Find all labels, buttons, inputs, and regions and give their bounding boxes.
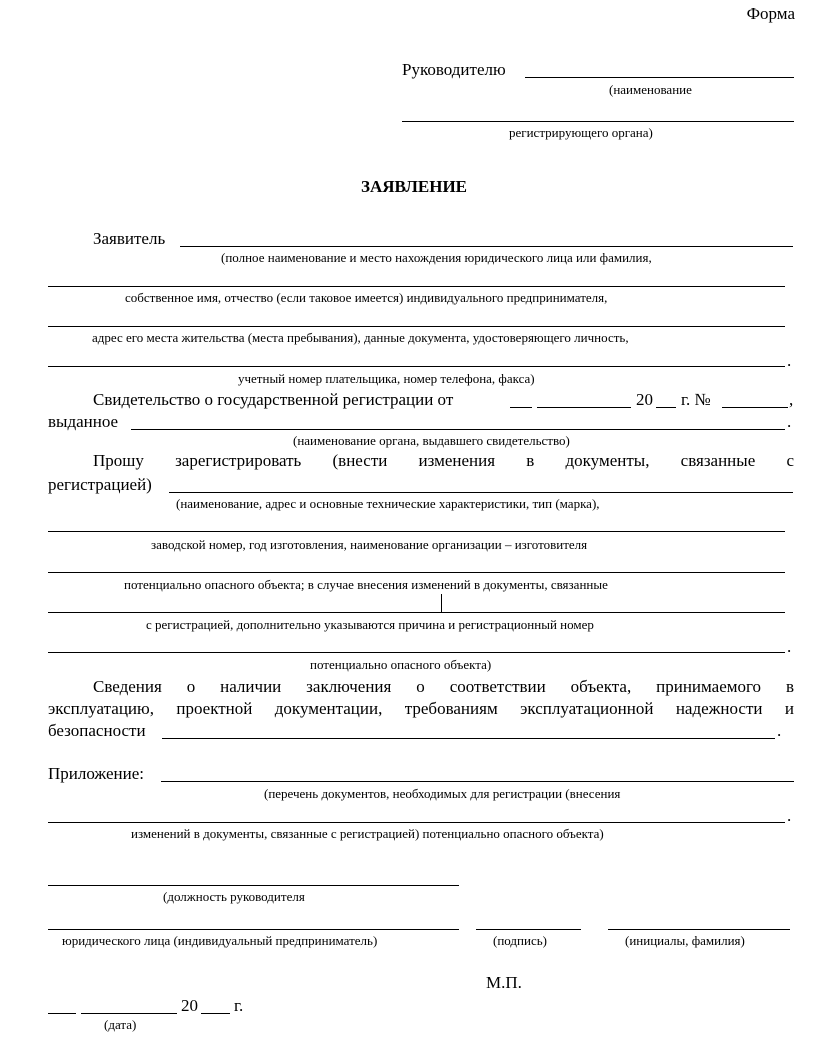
addressee-label: Руководителю <box>402 60 506 79</box>
request-field-3[interactable] <box>48 572 785 573</box>
request-field-4[interactable] <box>48 612 785 613</box>
addressee-note-2: регистрирующего органа) <box>509 125 653 140</box>
issued-note: (наименование органа, выдавшего свидетельство) <box>293 433 570 448</box>
signature-field[interactable] <box>476 929 581 930</box>
date-year-prefix: 20 <box>181 996 198 1015</box>
applicant-label: Заявитель <box>93 229 166 248</box>
issued-by-field[interactable] <box>131 429 785 430</box>
addressee-field[interactable] <box>525 77 794 78</box>
document-title: ЗАЯВЛЕНИЕ <box>361 177 468 196</box>
date-day-field[interactable] <box>48 1013 76 1014</box>
certificate-year-prefix: 20 <box>636 390 653 409</box>
attachment-end-dot: . <box>787 806 792 825</box>
attachment-field-2[interactable] <box>48 822 785 823</box>
request-field-5[interactable] <box>48 652 785 653</box>
applicant-field-2[interactable] <box>48 286 785 287</box>
certificate-year-field[interactable] <box>656 407 676 408</box>
request-note-5: потенциально опасного объекта) <box>310 657 492 672</box>
request-note-3: потенциально опасного объекта; в случае внесения изменений в документы, связанные <box>124 577 608 592</box>
date-month-field[interactable] <box>81 1013 177 1014</box>
certificate-label: Свидетельство о государственной регистрации от <box>93 390 454 409</box>
applicant-field-4[interactable] <box>48 366 785 367</box>
conclusion-field[interactable] <box>162 738 775 739</box>
attachment-field-1[interactable] <box>161 781 794 782</box>
certificate-comma: , <box>789 390 794 409</box>
certificate-month-field[interactable] <box>537 407 631 408</box>
signature-note: (подпись) <box>493 933 547 948</box>
date-note: (дата) <box>104 1017 137 1032</box>
conclusion-line-2: эксплуатацию, проектной документации, требованиям эксплуатационной надежности и <box>48 699 794 718</box>
text-cursor <box>441 594 442 613</box>
conclusion-line-1: Сведения о наличии заключения о соответствии объекта, принимаемого в <box>93 677 794 696</box>
position-note-2: юридического лица (индивидуальный предприниматель) <box>62 933 378 948</box>
date-year-suffix: г. <box>234 996 244 1015</box>
request-line-1: Прошу зарегистрировать (внести изменения в документы, связанные с <box>93 451 794 470</box>
request-end-dot: . <box>787 637 792 656</box>
attachment-label: Приложение: <box>48 764 144 783</box>
addressee-field-2[interactable] <box>402 121 794 122</box>
request-field-1[interactable] <box>169 492 793 493</box>
applicant-note-2: собственное имя, отчество (если таковое имеется) индивидуального предпринимателя, <box>125 290 608 305</box>
issued-label: выданное <box>48 412 119 431</box>
stamp-label: М.П. <box>486 973 522 992</box>
applicant-field-1[interactable] <box>180 246 793 247</box>
request-label: регистрацией) <box>48 475 152 494</box>
applicant-note-3: адрес его места жительства (места пребывания), данные документа, удостоверяющего личность, <box>92 330 629 345</box>
form-label: Форма <box>746 4 795 23</box>
applicant-field-3[interactable] <box>48 326 785 327</box>
applicant-end-dot: . <box>787 351 792 370</box>
date-year-field[interactable] <box>201 1013 230 1014</box>
request-note-2: заводской номер, год изготовления, наименование организации – изготовителя <box>151 537 588 552</box>
applicant-note-4: учетный номер плательщика, номер телефона, факса) <box>238 371 535 386</box>
request-field-2[interactable] <box>48 531 785 532</box>
certificate-number-label: г. № <box>681 390 711 409</box>
conclusion-end-dot: . <box>777 721 782 740</box>
addressee-note-1: (наименование <box>609 82 692 97</box>
issued-end-dot: . <box>787 412 792 431</box>
request-note-1: (наименование, адрес и основные технические характеристики, тип (марка), <box>176 496 600 511</box>
attachment-note-2: изменений в документы, связанные с регистрацией) потенциально опасного объекта) <box>131 826 604 841</box>
request-note-4: с регистрацией, дополнительно указываются причина и регистрационный номер <box>146 617 594 632</box>
certificate-day-field[interactable] <box>510 407 532 408</box>
applicant-note-1: (полное наименование и место нахождения юридического лица или фамилия, <box>221 250 652 265</box>
attachment-note-1: (перечень документов, необходимых для регистрации (внесения <box>264 786 621 801</box>
position-field-2[interactable] <box>48 929 459 930</box>
position-field-1[interactable] <box>48 885 459 886</box>
name-field[interactable] <box>608 929 790 930</box>
position-note-1: (должность руководителя <box>163 889 305 904</box>
name-note: (инициалы, фамилия) <box>625 933 745 948</box>
conclusion-label: безопасности <box>48 721 146 740</box>
certificate-number-field[interactable] <box>722 407 788 408</box>
